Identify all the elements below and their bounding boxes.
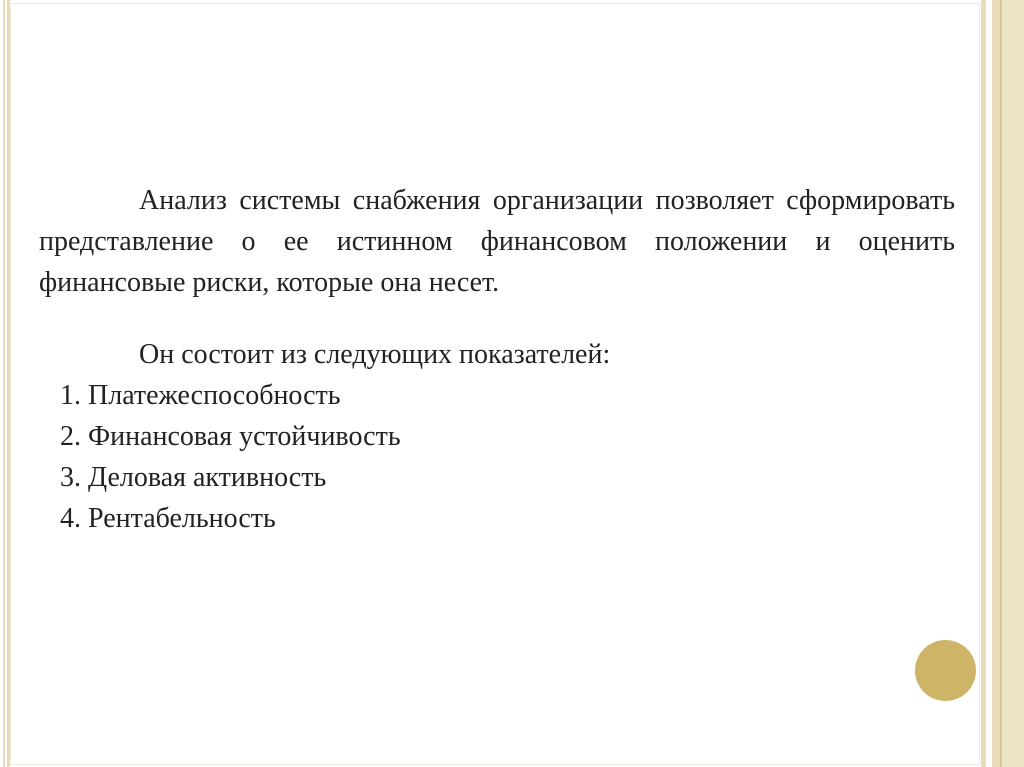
left-stripe (3, 0, 5, 767)
indicator-list (39, 375, 955, 539)
list-item: 2. Финансовая устойчивость (88, 416, 955, 457)
right-stripe (992, 0, 1000, 767)
decorative-circle-icon (915, 640, 976, 701)
list-item: 1. Платежеспособность (88, 375, 955, 416)
list-item: 4. Рентабельность (88, 498, 955, 539)
main-paragraph: Анализ системы снабжения организации позволяет сформировать представление о ее истинном финансовом положении и оценить финансовые риски, которые она несет. (39, 185, 955, 298)
slide-body (39, 180, 955, 539)
list-item: 3. Деловая активность (88, 457, 955, 498)
list-intro: Он состоит из следующих показателей: (139, 339, 611, 370)
right-stripe (981, 0, 986, 767)
right-stripe (1002, 0, 1024, 767)
